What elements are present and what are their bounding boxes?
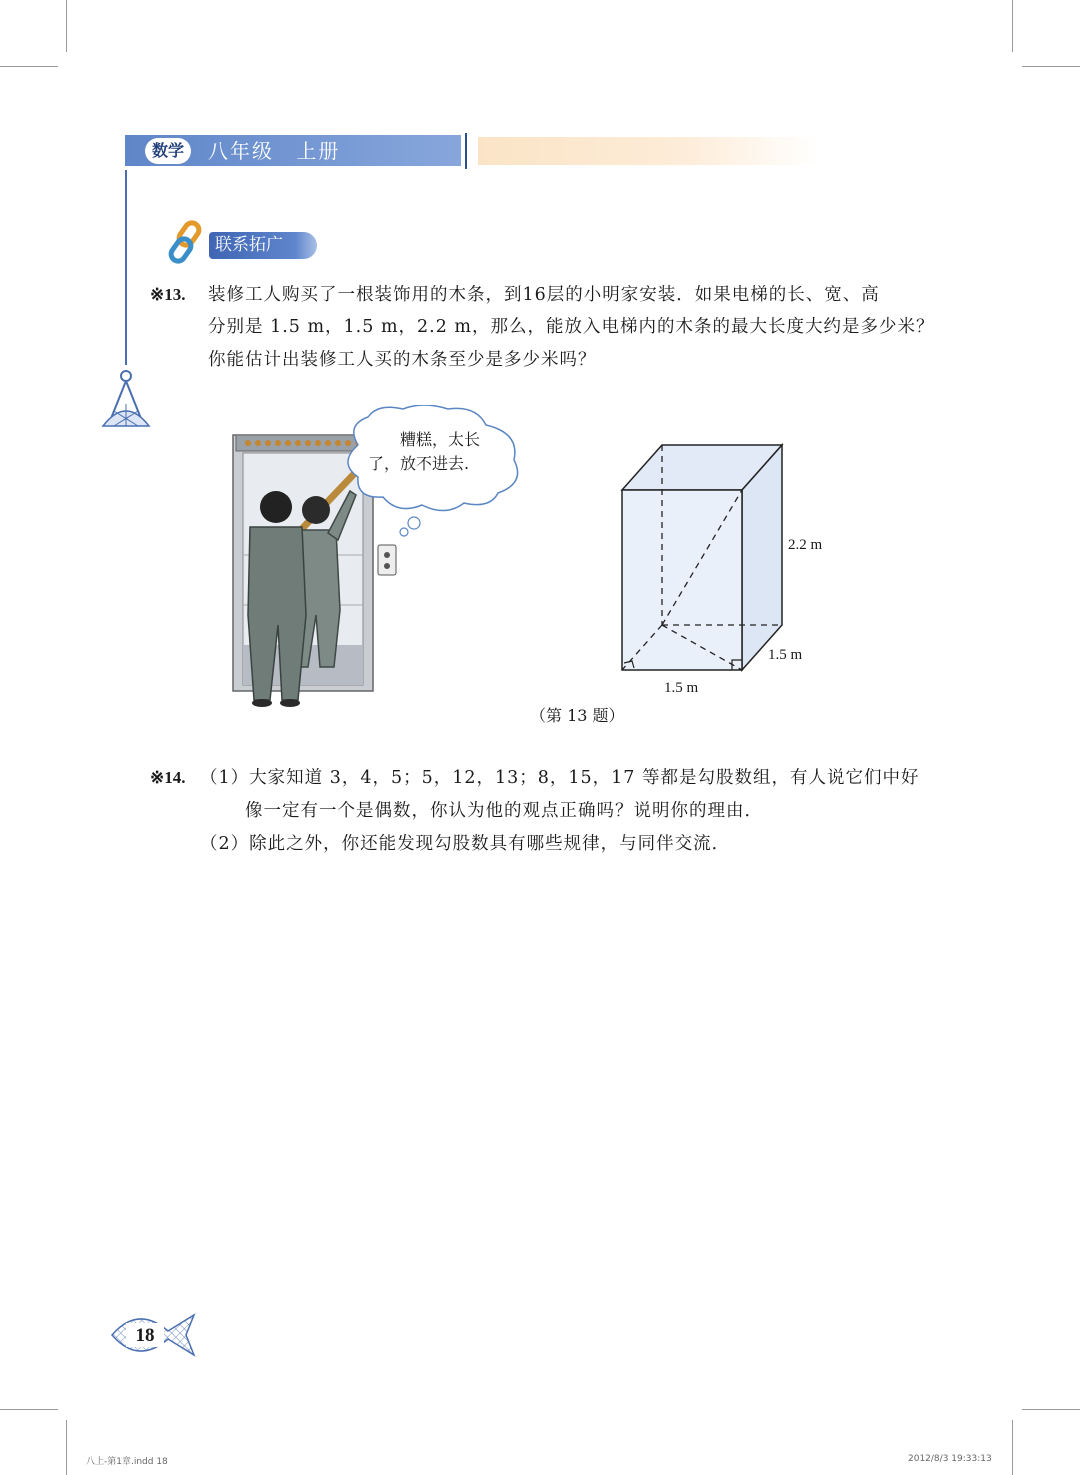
crop-mark [0,66,58,67]
problem-13-line: 分别是 1.5 m，1.5 m，2.2 m，那么，能放入电梯内的木条的最大长度大约是多少米？ [208,317,935,337]
footer-timestamp: 2012/8/3 19:33:13 [908,1454,992,1464]
height-label: 2.2 m [788,537,823,553]
elevator-workers-illustration [228,405,528,715]
footer-file: 八上-第1章.indd 18 [86,1457,168,1467]
cuboid-diagram [610,435,840,700]
width-label: 1.5 m [664,680,699,696]
compass-icon [100,366,152,430]
header-decoration [478,137,818,165]
grade-title: 八年级 上册 [208,139,341,163]
crop-mark [1012,0,1013,52]
subject-badge: 数学 [145,138,191,164]
page-number: 18 [135,1325,155,1346]
problem-14-number: ※14. [150,768,186,787]
speech-line: 了，放不进去. [368,454,470,473]
crop-mark [0,1409,58,1410]
problem-14-line: 像一定有一个是偶数，你认为他的观点正确吗？说明你的理由． [245,801,763,821]
problem-13-line: 装修工人购买了一根装饰用的木条，到16层的小明家安装．如果电梯的长、宽、高 [208,285,880,305]
margin-rule [125,170,127,365]
crop-mark [1022,66,1080,67]
speech-line: 糟糕，太长 [400,430,481,449]
crop-mark [66,0,67,52]
crop-mark [1022,1409,1080,1410]
crop-mark [66,1420,67,1475]
section-title: 联系拓广 [215,235,283,255]
problem-14-line: （2）除此之外，你还能发现勾股数具有哪些规律，与同伴交流． [200,834,731,854]
header-divider [465,133,467,169]
problem-13-line: 你能估计出装修工人买的木条至少是多少米吗？ [208,350,597,370]
crop-mark [1012,1420,1013,1475]
problem-14-line: （1）大家知道 3，4，5；5，12，13；8，15，17 等都是勾股数组，有人说它们中好 [200,768,920,788]
figure-caption: （第 13 题） [530,706,625,725]
problem-13-number: ※13. [150,285,186,304]
chain-link-icon [166,220,210,266]
depth-label: 1.5 m [768,647,803,663]
